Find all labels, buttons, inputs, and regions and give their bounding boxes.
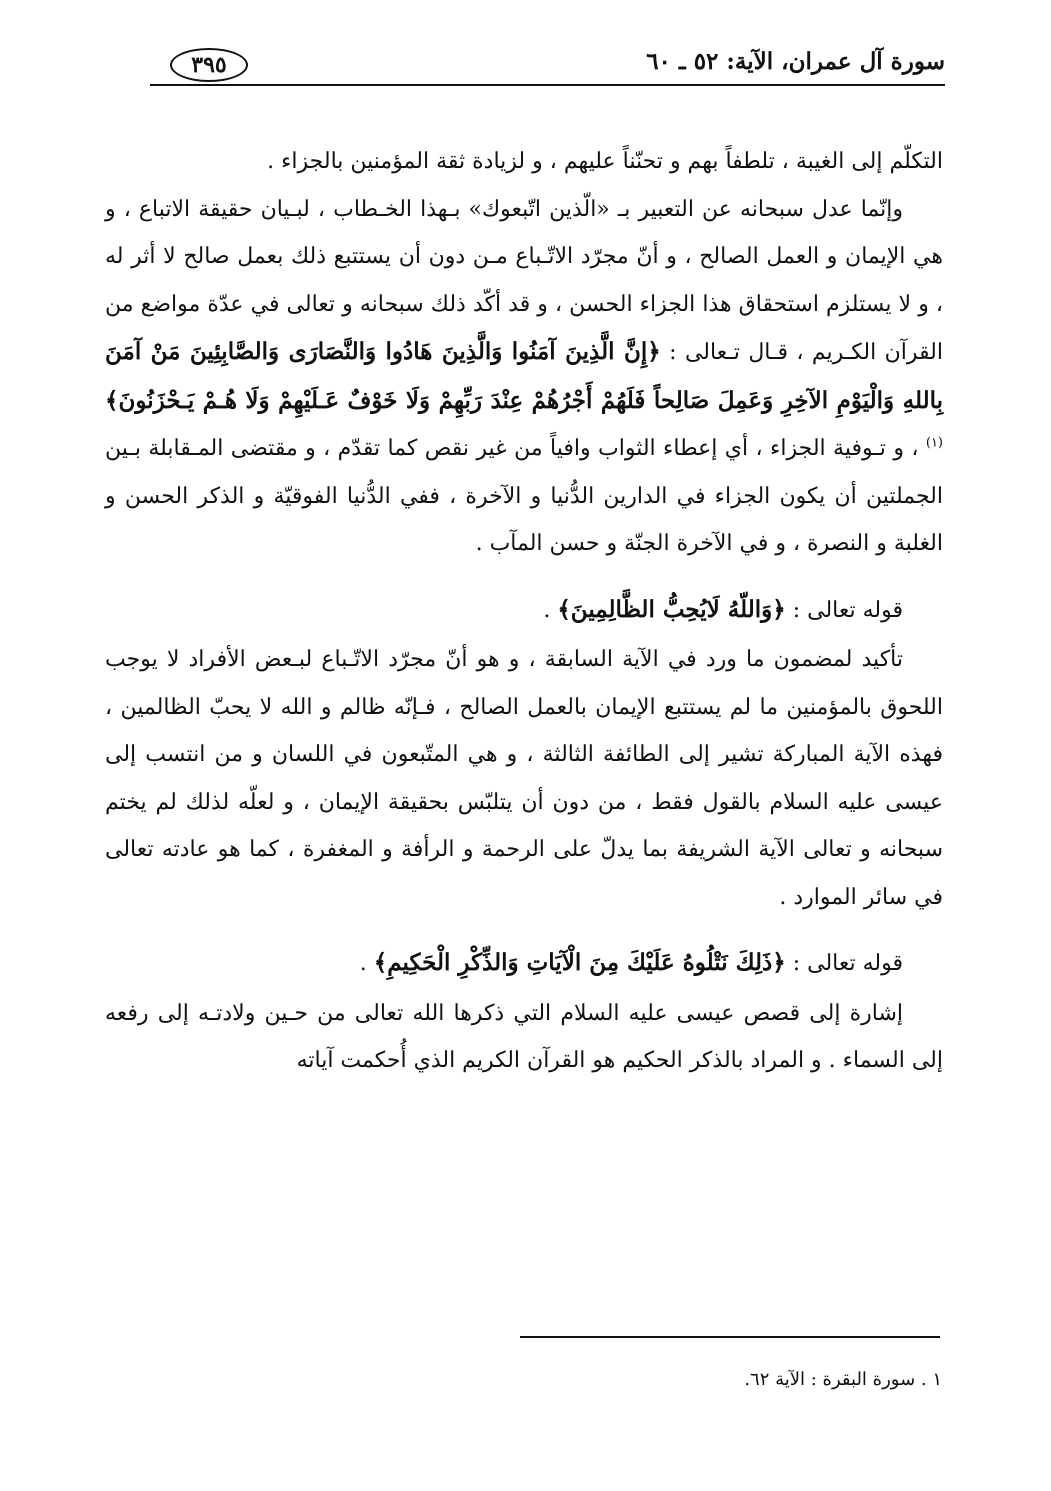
heading-2-label: قوله تعالى : (792, 951, 903, 976)
running-title: سورة آل عمران، الآية: ٥٢ ـ ٦٠ (646, 48, 945, 75)
heading-2-end: . (359, 951, 367, 976)
footnote-ref-1[interactable]: (١) (925, 435, 943, 451)
paragraph-2 (105, 186, 943, 568)
quran-verse-1: ﴿إِنَّ الَّذِينَ آمَنُوا وَالَّذِينَ هَادُوا وَالنَّصَارَى وَالصَّابِئِينَ مَنْ آمَنَ بِاللهِ وَالْيَوْمِ الآخِرِ وَعَمِلَ صَالِحاً فَلَهُمْ أَجْرُهُمْ عِنْدَ رَبِّهِمْ وَلَا خَوْفٌ عَـلَيْهِمْ وَلَا هُـمْ يَـحْزَنُونَ﴾ (105, 338, 943, 414)
heading-1-label: قوله تعالى : (792, 597, 903, 623)
paragraph-4: إشارة إلى قصص عيسى عليه السلام التي ذكرها الله تعالى من حـين ولادتـه إلى رفعه إلى السماء . و المراد بالذكر الحكيم هو القرآن الكريم الذي أُحكمت آياته (105, 1000, 943, 1073)
page-number-badge: ٣٩٥ (170, 48, 248, 82)
footnote: ١ . سورة البقرة : الآية ٦٢. (744, 1369, 942, 1390)
paragraph-3: تأكيد لمضمون ما ورد في الآية السابقة ، و هو أنّ مجرّد الاتّـباع لبـعض الأفراد لا يوجب اللحوق بالمؤمنين ما لم يستتبع الإيمان بالعمل الصالح ، فـإنّه ظالم و الله لا يحبّ الظالمين ، فهذه الآية المباركة تشير إلى الطائفة الثالثة ، و هي المتّبعون في اللسان و من انتسب إلى عيسى عليه السلام بالقول فقط ، من دون أن يتلبّس بحقيقة الإيمان ، و لعلّه لذلك لم يختم سبحانه و تعالى الآية الشريفة بما يدلّ على الرحمة و الرأفة و المغفرة ، كما هو عادته تعالى في سائر الموارد . (105, 647, 943, 910)
body-text (105, 138, 943, 1085)
paragraph-2-end: ، و تـوفية الجزاء ، أي إعطاء الثواب وافياً من غير نقص كما تقدّم ، و مقتضى المـقابلة بـين الجملتين أن يكون الجزاء في الدارين الدُّنيا و الآخرة ، ففي الدُّنيا الفوقيّة و الذكر الحسن و الغلبة و النصرة ، و في الآخرة الجنّة و حسن المآب . (105, 436, 943, 556)
paragraph-1: التكلّم إلى الغيبة ، تلطفاً بهم و تحنّناً عليهم ، و لزيادة ثقة المؤمنين بالجزاء . (267, 149, 943, 174)
heading-1-end: . (543, 597, 551, 623)
verse-heading-1 (105, 586, 943, 635)
verse-heading-2 (105, 939, 943, 988)
footnote-rule (520, 1336, 940, 1338)
header-rule (150, 84, 945, 86)
quran-verse-3: ﴿ذَلِكَ نَتْلُوهُ عَلَيْكَ مِنَ الْآيَاتِ وَالذِّكْرِ الْحَكِيمِ﴾ (373, 949, 786, 976)
page-header (150, 44, 945, 86)
paragraph-2-text: وإنّما عدل سبحانه عن التعبير بـ «الّذين اتّبعوك» بـهذا الخـطاب ، لبـيان حقيقة الاتباع ، و هي الإيمان و العمل الصالح ، و أنّ مجرّد الاتّـباع مـن دون أن يستتبع ذلك بعمل صالح لا أثر له ، و لا يستلزم استحقاق هذا الجزاء الحسن ، و قد أكّد ذلك سبحانه و تعالى في عدّة مواضع من القرآن الكـريم ، قـال تـعالى : (105, 196, 943, 365)
quran-verse-2: ﴿وَاللّهُ لَايُحِبُّ الظَّالِمِينَ﴾ (557, 595, 786, 623)
